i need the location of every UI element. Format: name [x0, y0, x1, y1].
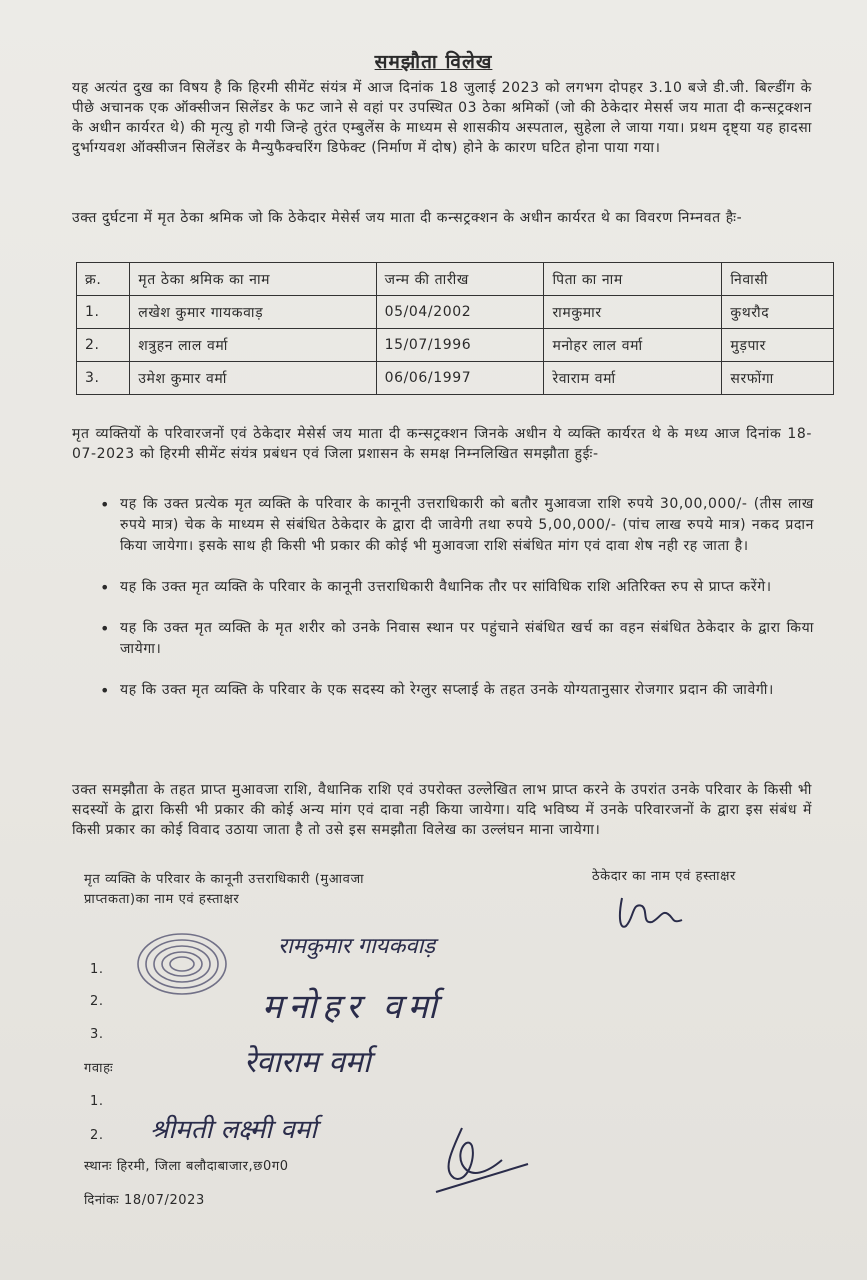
witness-2-signature: श्रीमती लक्ष्मी वर्मा: [150, 1115, 317, 1145]
header-serial: क्र.: [77, 263, 130, 296]
header-father: पिता का नाम: [544, 263, 722, 296]
cell-dob: 06/06/1997: [376, 362, 544, 395]
closing-paragraph: उक्त समझौता के तहत प्राप्त मुआवजा राशि, वैधानिक राशि एवं उपरोक्त उल्लेखित लाभ प्राप्त करने के उपरांत उनके परिवार के किसी भी सदस्यों के द्वारा किसी भी प्रकार की कोई अन्य मांग एवं दावा नही किया जायेगा। यदि भविष्य में उनके परिवारजनों के द्वारा इस संबंध में किसी प्रकार का कोई विवाद उठाया जाता है तो उसे इस समझौता विलेख का उल्लंघन माना जायेगा।: [72, 782, 812, 838]
cell-father: मनोहर लाल वर्मा: [544, 329, 722, 362]
cell-serial: 2.: [77, 329, 130, 362]
intro-paragraph: यह अत्यंत दुख का विषय है कि हिरमी सीमेंट संयंत्र में आज दिनांक 18 जुलाई 2023 को लगभग दोपहर 3.10 बजे डी.जी. बिल्डींग के पीछे अचानक एक ऑक्सीजन सिलेंडर के फट जाने से वहां पर उपस्थित 03 ठेका श्रमिकों (जो की ठेकेदार मेसर्स जय माता दी कन्सट्रक्शन के अधीन कार्यरत थे) की मृत्यु हो गयी जिन्हे तुरंत एम्बुलेंस के माध्यम से शासकीय अस्पताल, सुहेला ले जाया गया। प्रथम दृष्ट्या यह हादसा दुर्भाग्यवश ऑक्सीजन सिलेंडर के मैन्युफैक्चरिंग डिफेक्ट (निर्माण में दोष) होने के कारण घटित होना पाया गया।: [72, 80, 812, 156]
heir-number: 2.: [90, 994, 104, 1009]
deceased-workers-table: [76, 262, 834, 395]
contractor-signature-label: ठेकेदार का नाम एवं हस्ताक्षर: [592, 869, 736, 884]
cell-serial: 3.: [77, 362, 130, 395]
cell-name: उमेश कुमार वर्मा: [130, 362, 376, 395]
heir-3-signature: रेवाराम वर्मा: [244, 1045, 371, 1080]
table-row: [77, 296, 834, 329]
date-line: दिनांकः 18/07/2023: [84, 1193, 205, 1208]
witness-number: 2.: [90, 1128, 104, 1143]
cell-name: शत्रुहन लाल वर्मा: [130, 329, 376, 362]
cell-residence: कुथरौद: [722, 296, 834, 329]
witness-label: गवाहः: [84, 1061, 114, 1076]
header-residence: निवासी: [722, 263, 834, 296]
heir-number: 3.: [90, 1027, 104, 1042]
thumb-impression: [120, 920, 240, 1010]
heir-1-signature: रामकुमार गायकवाड़: [278, 934, 436, 959]
details-intro-paragraph: उक्त दुर्घटना में मृत ठेका श्रमिक जो कि ठेकेदार मेसेर्स जय माता दी कन्सट्रक्शन के अधीन कार्यरत थे का विवरण निम्नवत हैः-: [72, 210, 743, 226]
cell-dob: 05/04/2002: [376, 296, 544, 329]
place-line: स्थानः हिरमी, जिला बलौदाबाजार,छ0ग0: [84, 1159, 289, 1174]
heir-2-signature: मनोहर वर्मा: [262, 987, 443, 1027]
list-item: • यह कि उक्त मृत व्यक्ति के मृत शरीर को उनके निवास स्थान पर पहुंचाने संबंधित खर्च का वहन संबंधित ठेकेदार के द्वारा किया जायेगा।: [100, 618, 814, 660]
agreement-intro-paragraph: मृत व्यक्तियों के परिवारजनों एवं ठेकेदार मेसेर्स जय माता दी कन्सट्रक्शन जिनके अधीन ये व्यक्ति कार्यरत थे के मध्य आज दिनांक 18-07-2023 को हिरमी सीमेंट संयंत्र प्रबंधन एवं जिला प्रशासन के समक्ष निम्नलिखित समझौता हुईः-: [72, 426, 812, 462]
cell-father: रेवाराम वर्मा: [544, 362, 722, 395]
document-title: समझौता विलेख: [374, 51, 493, 73]
table-row: [77, 329, 834, 362]
header-dob: जन्म की तारीख: [376, 263, 544, 296]
table-header-row: [77, 263, 834, 296]
cell-name: लखेश कुमार गायकवाड़: [130, 296, 376, 329]
table-row: [77, 362, 834, 395]
heir-number: 1.: [90, 962, 104, 977]
header-name: मृत ठेका श्रमिक का नाम: [130, 263, 376, 296]
list-item: • यह कि उक्त मृत व्यक्ति के परिवार के एक सदस्य को रेग्लुर सप्लाई के तहत उनके योग्यतानुसार रोजगार प्रदान की जावेगी।: [100, 680, 814, 701]
list-item: • यह कि उक्त प्रत्येक मृत व्यक्ति के परिवार के कानूनी उत्तराधिकारी को बतौर मुआवजा राशि रुपये 30,00,000/- (तीस लाख रुपये मात्र) चेक के माध्यम से संबंधित ठेकेदार के द्वारा दी जावेगी तथा रुपये 5,00,000/- (पांच लाख रुपये मात्र) नकद प्रदान किया जायेगा। इसके साथ ही किसी भी प्रकार की कोई भी मुआवजा राशि संबंधित मांग एवं दावा शेष नही रह जाता है।: [100, 494, 814, 557]
witness-signature-scribble: [432, 1120, 532, 1200]
list-item: • यह कि उक्त मृत व्यक्ति के परिवार के कानूनी उत्तराधिकारी वैधानिक तौर पर सांविधिक राशि अतिरिक्त रुप से प्राप्त करेंगे।: [100, 577, 814, 598]
cell-residence: मुड़पार: [722, 329, 834, 362]
cell-father: रामकुमार: [544, 296, 722, 329]
heir-signature-label: मृत व्यक्ति के परिवार के कानूनी उत्तराधिकारी (मुआवजा प्राप्तकता)का नाम एवं हस्ताक्षर: [84, 872, 365, 907]
agreement-terms-list: [100, 494, 814, 721]
cell-dob: 15/07/1996: [376, 329, 544, 362]
witness-number: 1.: [90, 1094, 104, 1109]
cell-residence: सरफोंगा: [722, 362, 834, 395]
cell-serial: 1.: [77, 296, 130, 329]
contractor-signature: [612, 888, 692, 938]
